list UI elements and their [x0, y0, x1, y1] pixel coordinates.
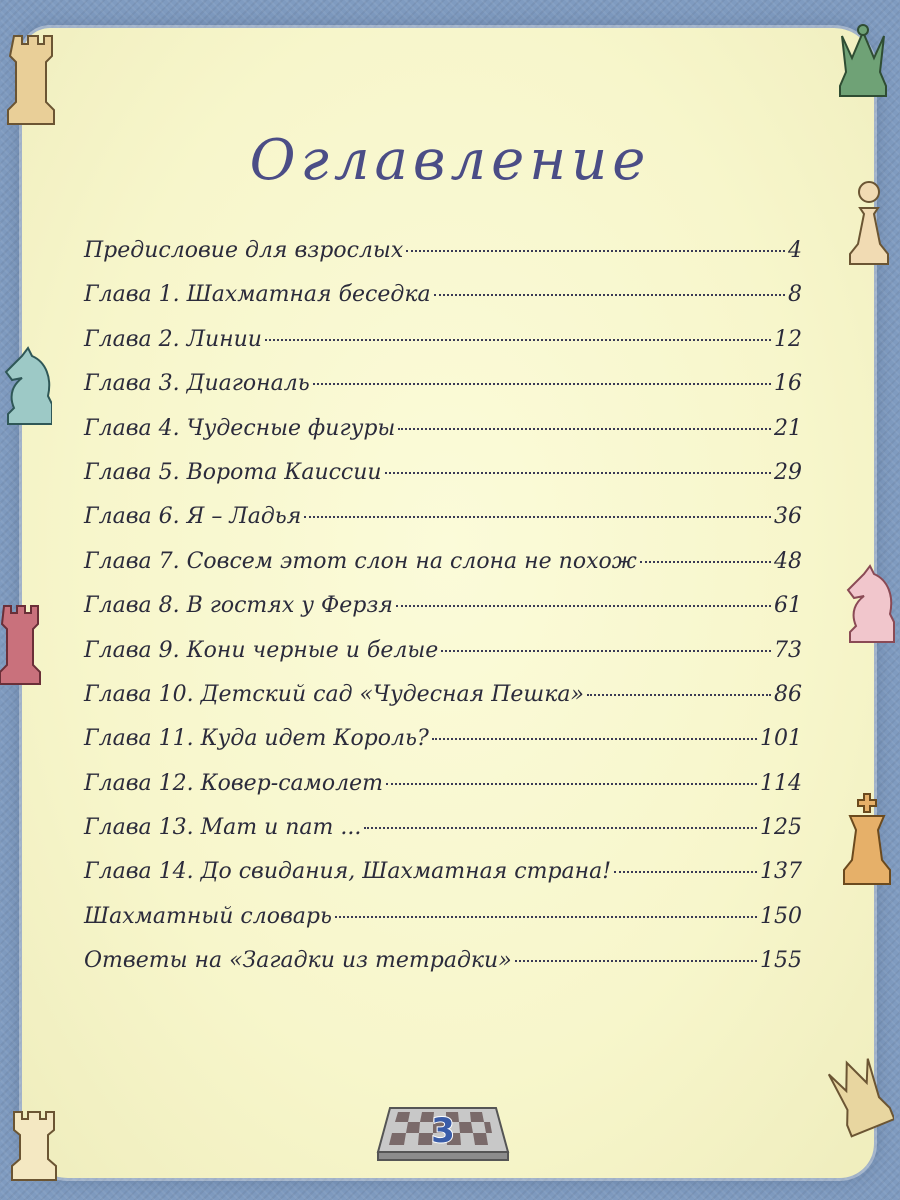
toc-entry[interactable] — [84, 859, 802, 903]
dot-leader — [432, 738, 757, 740]
toc-entry[interactable] — [84, 238, 802, 282]
dot-leader — [406, 250, 785, 252]
queen-icon — [832, 22, 894, 112]
rook-icon — [10, 1108, 58, 1184]
toc-entry[interactable] — [84, 638, 802, 682]
toc-entry-title: Предисловие для взрослых — [84, 238, 404, 263]
toc-entry-page: 73 — [774, 637, 802, 663]
king-icon — [838, 792, 896, 892]
toc-entry-title: Глава 13. Мат и пат ... — [84, 815, 362, 841]
toc-entry[interactable] — [84, 327, 802, 371]
toc-entry[interactable] — [84, 726, 802, 770]
toc-entry[interactable] — [84, 460, 802, 504]
toc-entry-title: Глава 9. Кони черные и белые — [84, 637, 439, 663]
dot-leader — [335, 916, 757, 918]
toc-entry-title: Глава 10. Детский сад «Чудесная Пешка» — [84, 681, 584, 707]
toc-entry-page: 48 — [774, 548, 802, 574]
dot-leader — [398, 428, 771, 430]
toc-entry-title: Глава 14. До свидания, Шахматная страна! — [84, 859, 612, 885]
rook-icon — [0, 602, 44, 694]
dot-leader — [385, 472, 771, 474]
toc-entry-page: 29 — [774, 459, 802, 485]
toc-entry-page: 61 — [774, 593, 802, 619]
toc-entry-title: Глава 5. Ворота Каиссии — [84, 459, 382, 485]
toc-entry[interactable] — [84, 771, 802, 815]
toc-entry-page: 4 — [788, 238, 802, 263]
rook-icon — [4, 30, 62, 134]
chessboard-page-badge — [376, 1100, 510, 1164]
knight-icon — [0, 344, 52, 428]
toc-entry-title: Глава 8. В гостях у Ферзя — [84, 593, 393, 619]
dot-leader — [396, 605, 771, 607]
toc-entry[interactable] — [84, 282, 802, 326]
toc-entry[interactable] — [84, 593, 802, 637]
dot-leader — [364, 827, 757, 829]
toc-entry-page: 101 — [760, 726, 802, 752]
toc-entry-title: Ответы на «Загадки из тетрадки» — [84, 948, 512, 974]
toc-entry-page: 155 — [760, 948, 802, 974]
toc-entry-title: Глава 3. Диагональ — [84, 371, 310, 397]
dot-leader — [614, 871, 757, 873]
table-of-contents — [84, 238, 802, 993]
knight-icon — [840, 560, 898, 646]
toc-entry[interactable] — [84, 682, 802, 726]
toc-entry-page: 21 — [774, 415, 802, 441]
toc-entry-title: Шахматный словарь — [84, 903, 332, 929]
toc-entry-page: 137 — [760, 859, 802, 885]
toc-entry-page: 86 — [774, 681, 802, 707]
toc-entry[interactable] — [84, 549, 802, 593]
toc-entry-page: 8 — [788, 282, 802, 308]
dot-leader — [587, 694, 771, 696]
dot-leader — [640, 561, 771, 563]
toc-entry-page: 150 — [760, 903, 802, 929]
toc-entry[interactable] — [84, 416, 802, 460]
toc-entry-title: Глава 1. Шахматная беседка — [84, 282, 431, 308]
toc-entry[interactable] — [84, 504, 802, 548]
toc-entry-title: Глава 4. Чудесные фигуры — [84, 415, 396, 441]
dot-leader — [304, 516, 771, 518]
dot-leader — [386, 783, 757, 785]
page-title: Оглавление — [249, 128, 651, 193]
dot-leader — [441, 650, 771, 652]
toc-entry[interactable] — [84, 815, 802, 859]
toc-entry[interactable] — [84, 948, 802, 992]
toc-entry-title: Глава 11. Куда идет Король? — [84, 726, 429, 752]
dot-leader — [434, 294, 785, 296]
page-number: 3 — [431, 1111, 455, 1151]
queen-icon — [828, 1048, 894, 1148]
toc-entry-page: 114 — [760, 770, 802, 796]
dot-leader — [265, 339, 771, 341]
toc-entry-page: 36 — [774, 504, 802, 530]
dot-leader — [515, 960, 757, 962]
dot-leader — [313, 383, 771, 385]
toc-entry[interactable] — [84, 371, 802, 415]
toc-entry-title: Глава 2. Линии — [84, 326, 262, 352]
toc-entry-title: Глава 12. Ковер-самолет — [84, 770, 384, 796]
toc-entry-page: 125 — [760, 815, 802, 841]
toc-entry-page: 16 — [774, 371, 802, 397]
toc-entry-page: 12 — [774, 326, 802, 352]
toc-entry[interactable] — [84, 904, 802, 948]
toc-entry-title: Глава 6. Я – Ладья — [84, 504, 302, 530]
toc-entry-title: Глава 7. Совсем этот слон на слона не похож — [84, 548, 637, 574]
